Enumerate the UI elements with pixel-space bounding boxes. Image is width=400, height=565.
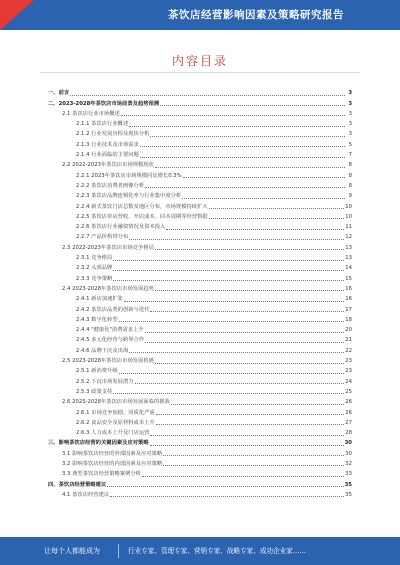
toc-entry[interactable] <box>48 386 352 396</box>
toc-entry-text: 2.1.3 行业技术及市场需求 <box>76 141 139 148</box>
toc-entry[interactable] <box>48 365 352 375</box>
table-of-contents <box>48 87 352 499</box>
toc-entry-text: 2.2.2 茶饮店消费者画像分析 <box>76 182 145 189</box>
toc-entry[interactable] <box>48 375 352 385</box>
toc-entry-text: 2.1.2 行业发展历程及现状分析 <box>76 131 150 138</box>
toc-entry[interactable] <box>48 221 352 231</box>
toc-dot-leader <box>140 146 345 147</box>
toc-dot-leader <box>156 424 345 425</box>
toc-entry[interactable] <box>48 272 352 282</box>
toc-entry[interactable] <box>48 427 352 437</box>
toc-entry-text: 2.4.6 品牌下沉及出海 <box>76 347 129 354</box>
toc-entry-text: 三、影响茶饮店经营的关键因素及应对策略 <box>48 440 149 447</box>
toc-dot-leader <box>150 445 344 446</box>
toc-entry[interactable] <box>48 314 352 324</box>
toc-entry[interactable] <box>48 138 352 148</box>
toc-entry-text: 2.2.4 新式茶饮门店总数及地区分布，市场规模持续扩大 <box>76 203 208 210</box>
toc-page-number: 11 <box>345 224 352 231</box>
toc-dot-leader <box>163 465 344 466</box>
toc-entry[interactable] <box>48 303 352 313</box>
toc-page-number: 26 <box>345 399 352 406</box>
toc-dot-leader <box>155 290 344 291</box>
toc-entry-text: 4.1 茶饮店经营建议 <box>62 491 110 498</box>
toc-page-number: 15 <box>345 275 352 282</box>
toc-page-number: 24 <box>345 378 352 385</box>
toc-entry-text: 2.3 2022-2023年茶饮店市场竞争格局 <box>62 244 154 251</box>
toc-entry-text: 2.5.2 下沉市场发展潜力 <box>76 378 134 385</box>
toc-entry[interactable] <box>48 489 352 499</box>
toc-page-number: 27 <box>345 419 352 426</box>
toc-dot-leader <box>129 239 344 240</box>
toc-entry-text: 2.2.5 茶饮店单店营收、开店成本、回本周期等经营数据 <box>76 213 208 220</box>
toc-entry[interactable] <box>48 406 352 416</box>
toc-entry[interactable] <box>48 447 352 457</box>
toc-dot-leader <box>163 455 344 456</box>
toc-dot-leader <box>150 311 344 312</box>
toc-page-number: 21 <box>345 337 352 344</box>
toc-dot-leader <box>155 249 344 250</box>
toc-entry-text: 2.1.1 茶饮店行业概述 <box>76 121 129 128</box>
toc-dot-leader <box>183 177 345 178</box>
toc-entry[interactable] <box>48 355 352 365</box>
toc-heading: 内容目录 <box>171 54 228 68</box>
toc-entry-text: 二、2023-2028年茶饮店市场前景及趋势预测 <box>48 100 160 107</box>
toc-page-number: 13 <box>345 255 352 262</box>
toc-page-number: 9 <box>348 193 352 200</box>
toc-entry[interactable] <box>48 128 352 138</box>
toc-entry-text: 2.6.1 市场竞争加剧，同质化严重 <box>76 409 155 416</box>
toc-entry[interactable] <box>48 231 352 241</box>
toc-page-number: 20 <box>345 327 352 334</box>
toc-entry[interactable] <box>48 293 352 303</box>
toc-page-number: 8 <box>348 162 352 169</box>
toc-entry[interactable] <box>48 108 352 118</box>
toc-page-number: 3 <box>348 121 352 128</box>
page-footer <box>0 537 400 565</box>
toc-dot-leader <box>182 198 345 199</box>
toc-page-number: 3 <box>348 110 352 117</box>
toc-entry[interactable] <box>48 169 352 179</box>
toc-dot-leader <box>107 486 343 487</box>
toc-entry-text: 2.2.1 2023年茶饮店市场规模同比增长0.3% <box>76 172 182 179</box>
toc-dot-leader <box>110 496 344 497</box>
heading-divider <box>40 72 360 73</box>
toc-page-number: 8 <box>348 182 352 189</box>
toc-dot-leader <box>150 435 344 436</box>
toc-entry-text: 2.6.3 人力成本上升及门店运营 <box>76 430 150 437</box>
toc-entry[interactable] <box>48 211 352 221</box>
page-header <box>0 0 400 30</box>
toc-entry-text: 2.3.3 竞争策略 <box>76 275 113 282</box>
toc-entry[interactable] <box>48 241 352 251</box>
toc-dot-leader <box>119 321 345 322</box>
toc-dot-leader <box>113 280 344 281</box>
toc-entry[interactable] <box>48 87 352 97</box>
footer-slogan: 让每个人都能成为 <box>44 547 100 555</box>
toc-dot-leader <box>129 352 344 353</box>
toc-page-number: 23 <box>345 358 352 365</box>
toc-dot-leader <box>121 115 345 116</box>
toc-entry[interactable] <box>48 324 352 334</box>
toc-page-number: 7 <box>348 152 352 159</box>
toc-entry[interactable] <box>48 262 352 272</box>
toc-entry-text: 一、前言 <box>48 90 70 97</box>
toc-entry-text: 2.4.4 "健康化"消费需求上升 <box>76 327 144 334</box>
toc-page-number: 26 <box>345 409 352 416</box>
toc-dot-leader <box>113 270 344 271</box>
toc-page-number: 3 <box>348 90 352 97</box>
toc-entry-text: 3.2 影响茶饮店经营的内部因素及应对策略 <box>62 460 163 467</box>
toc-page-number: 35 <box>344 481 352 488</box>
toc-entry-text: 2.5.3 政策支持 <box>76 388 113 395</box>
header-red-corner <box>0 0 34 30</box>
toc-page-number: 16 <box>345 285 352 292</box>
toc-entry[interactable] <box>48 180 352 190</box>
toc-entry-text: 2.4.5 多元化经营与跨界合作 <box>76 337 145 344</box>
toc-page-number: 25 <box>345 388 352 395</box>
toc-page-number: 30 <box>344 440 352 447</box>
toc-entry[interactable] <box>48 417 352 427</box>
toc-entry-text: 2.4.3 数字化转型 <box>76 316 118 323</box>
toc-page-number: 22 <box>345 347 352 354</box>
toc-page-number: 13 <box>345 244 352 251</box>
toc-page-number: 32 <box>345 460 352 467</box>
toc-entry[interactable] <box>48 437 352 447</box>
toc-entry[interactable] <box>48 200 352 210</box>
toc-dot-leader <box>155 363 344 364</box>
toc-entry-text: 2.4 2023-2028年茶饮店市场发展趋势 <box>62 285 154 292</box>
toc-page-number: 18 <box>345 316 352 323</box>
toc-entry[interactable] <box>48 344 352 354</box>
toc-entry[interactable] <box>48 458 352 468</box>
toc-page-number: 5 <box>348 141 352 148</box>
toc-page-number: 17 <box>345 306 352 313</box>
toc-entry-text: 2.2.7 产品价格带分布 <box>76 234 129 241</box>
toc-page-number: 16 <box>345 296 352 303</box>
toc-entry-text: 四、茶饮店经营策略建议 <box>48 481 107 488</box>
toc-page-number: 35 <box>345 491 352 498</box>
toc-entry[interactable] <box>48 159 352 169</box>
toc-entry-text: 2.1.4 行业面临的主要问题 <box>76 152 139 159</box>
toc-page-number: 10 <box>345 203 352 210</box>
toc-dot-leader <box>160 105 345 106</box>
toc-entry-text: 3.3 典型茶饮店经营策略案例分析 <box>62 471 141 478</box>
toc-dot-leader <box>209 208 345 209</box>
toc-dot-leader <box>145 332 345 333</box>
toc-entry[interactable] <box>48 468 352 478</box>
toc-dot-leader <box>171 404 344 405</box>
toc-entry[interactable] <box>48 334 352 344</box>
toc-entry-text: 2.3.2 头部品牌 <box>76 265 113 272</box>
toc-dot-leader <box>140 157 345 158</box>
toc-page-number: 33 <box>345 471 352 478</box>
toc-dot-leader <box>113 393 344 394</box>
toc-entry-text: 3.1 影响茶饮店经营的外部因素及应对策略 <box>62 450 163 457</box>
toc-entry-text: 2.1 茶饮店行业市场概述 <box>62 110 120 117</box>
toc-entry-text: 2.2 2022-2023年茶饮店市场规模现状 <box>62 162 154 169</box>
toc-dot-leader <box>150 136 345 137</box>
toc-entry-text: 2.5.1 新消费升级 <box>76 368 118 375</box>
toc-entry[interactable] <box>48 118 352 128</box>
toc-dot-leader <box>155 167 345 168</box>
toc-dot-leader <box>70 95 345 96</box>
footer-tagline: 行业专家、管理专家、营销专家、战略专家、成功企业家…… <box>128 547 307 555</box>
toc-entry-text: 2.2.6 茶饮店行业融资情况及资本投入 <box>76 224 166 231</box>
toc-page-number: 28 <box>345 430 352 437</box>
toc-page-number: 10 <box>345 213 352 220</box>
toc-entry-text: 2.3.1 竞争格局 <box>76 255 113 262</box>
toc-entry-text: 2.2.3 茶饮店品牌连锁化率与行业集中度分析 <box>76 193 182 200</box>
toc-entry[interactable] <box>48 252 352 262</box>
toc-entry[interactable] <box>48 396 352 406</box>
toc-dot-leader <box>209 218 345 219</box>
toc-dot-leader <box>156 414 345 415</box>
toc-dot-leader <box>135 383 345 384</box>
toc-entry-text: 2.6.2 食品安全及原材料成本上升 <box>76 419 155 426</box>
toc-dot-leader <box>124 301 344 302</box>
toc-dot-leader <box>113 260 344 261</box>
toc-page-number: 3 <box>348 100 352 107</box>
toc-dot-leader <box>145 342 344 343</box>
toc-entry[interactable] <box>48 190 352 200</box>
toc-page-number: 8 <box>348 172 352 179</box>
report-title: 茶饮店经营影响因素及策略研究报告 <box>168 9 344 21</box>
toc-page-number: 14 <box>345 265 352 272</box>
toc-entry-text: 2.6 2023-2028年茶饮店市场发展面临的挑战 <box>62 399 170 406</box>
footer-divider <box>118 544 119 558</box>
toc-entry[interactable] <box>48 149 352 159</box>
toc-page-number: 12 <box>345 234 352 241</box>
toc-entry[interactable] <box>48 478 352 488</box>
toc-entry-text: 2.5 2023-2028年茶饮店市场发展机遇 <box>62 358 154 365</box>
toc-page-number: 23 <box>345 368 352 375</box>
toc-dot-leader <box>166 229 344 230</box>
toc-page-number: 30 <box>345 450 352 457</box>
toc-entry[interactable] <box>48 283 352 293</box>
toc-page-number: 3 <box>348 131 352 138</box>
toc-dot-leader <box>142 476 344 477</box>
toc-entry-text: 2.4.1 新店加速扩张 <box>76 296 123 303</box>
toc-dot-leader <box>119 373 345 374</box>
toc-entry[interactable] <box>48 97 352 107</box>
toc-dot-leader <box>129 126 345 127</box>
toc-dot-leader <box>145 187 345 188</box>
toc-entry-text: 2.4.2 茶饮店品类的创新与迭代 <box>76 306 150 313</box>
